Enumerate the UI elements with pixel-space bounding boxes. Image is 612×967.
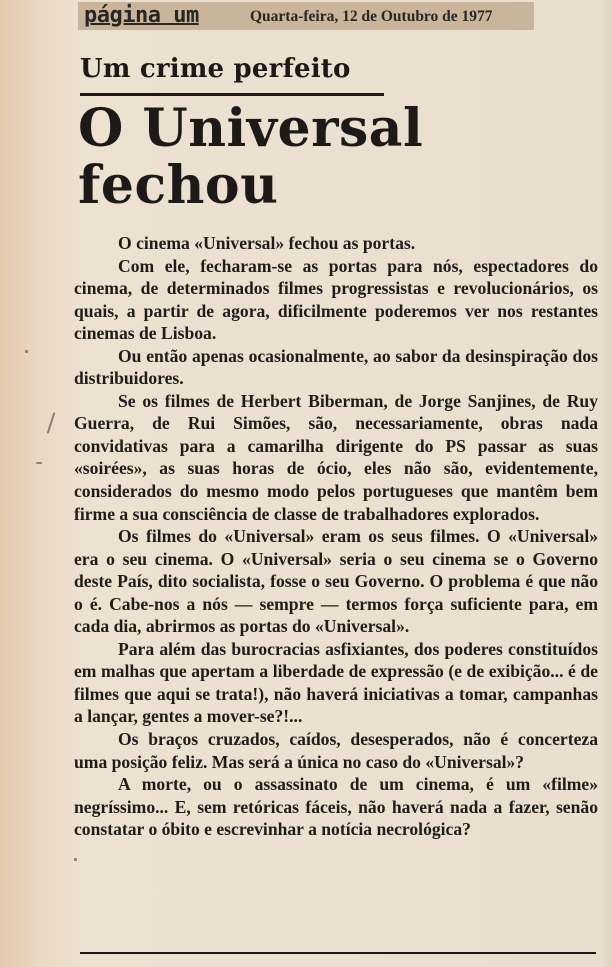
masthead-name: página um <box>84 3 199 28</box>
article-paragraph: O cinema «Universal» fechou as portas. <box>118 233 416 253</box>
paper-speck <box>25 350 28 353</box>
masthead-date: Quarta-feira, 12 de Outubro de 1977 <box>250 8 493 25</box>
article-kicker: Um crime perfeito <box>80 54 351 84</box>
article-paragraph: Os braços cruzados, caídos, desesperados, não é concerteza uma posição feliz. Mas será a única no caso do «Universal»? <box>74 729 598 772</box>
article-body <box>74 232 598 841</box>
paper-speck <box>36 462 42 464</box>
article-paragraph: Os filmes do «Universal» eram os seus filmes. O «Universal» era o seu cinema. O «Universal» seria o seu cinema se o Governo deste País, dito socialista, fosse o seu Governo. O problema é que não o é. Cabe-nos a nós — sempre — termos força suficiente para, em cada dia, abrirmos as portas do «Universal». <box>74 526 598 637</box>
article-paragraph: Para além das burocracias asfixiantes, dos poderes constituídos em malhas que apertam a liberdade de expressão (e de exibição... é de filmes que aqui se trata!), não haverá iniciativas a tomar, campanhas a lançar, gentes a mover-se?!... <box>74 638 598 727</box>
paper-speck <box>74 858 77 861</box>
article-paragraph: Ou então apenas ocasionalmente, ao sabor da desinspiração dos distribuidores. <box>74 345 598 389</box>
article-paragraph: A morte, ou o assassinato de um cinema, é um «filme» negríssimo... E, sem retóricas fáceis, não haverá nada a fazer, senão constatar o óbito e escrevinhar a notícia necrológica? <box>74 774 598 840</box>
article-paragraph: Se os filmes de Herbert Biberman, de Jorge Sanjines, de Ruy Guerra, de Rui Simões, são, necessariamente, obras nada convidativas para a camarilha dirigente do PS passar as suas «soirées», as suas horas de ócio, eles não são, evidentemente, considerados do mesmo modo pelos portugueses que mantêm bem firme a sua consciência de classe de trabalhadores explorados. <box>74 390 598 524</box>
masthead <box>78 2 534 30</box>
kicker-rule <box>80 93 384 96</box>
end-rule <box>80 952 596 954</box>
article-paragraph: Com ele, fecharam-se as portas para nós, espectadores do cinema, de determinados filmes progressistas e revolucionários, os quais, a partir de agora, dificilmente poderemos ver nos restantes cinemas de Lisboa. <box>74 255 598 344</box>
article-headline: O Universal fechou <box>78 98 424 216</box>
paper-speck <box>47 412 56 434</box>
